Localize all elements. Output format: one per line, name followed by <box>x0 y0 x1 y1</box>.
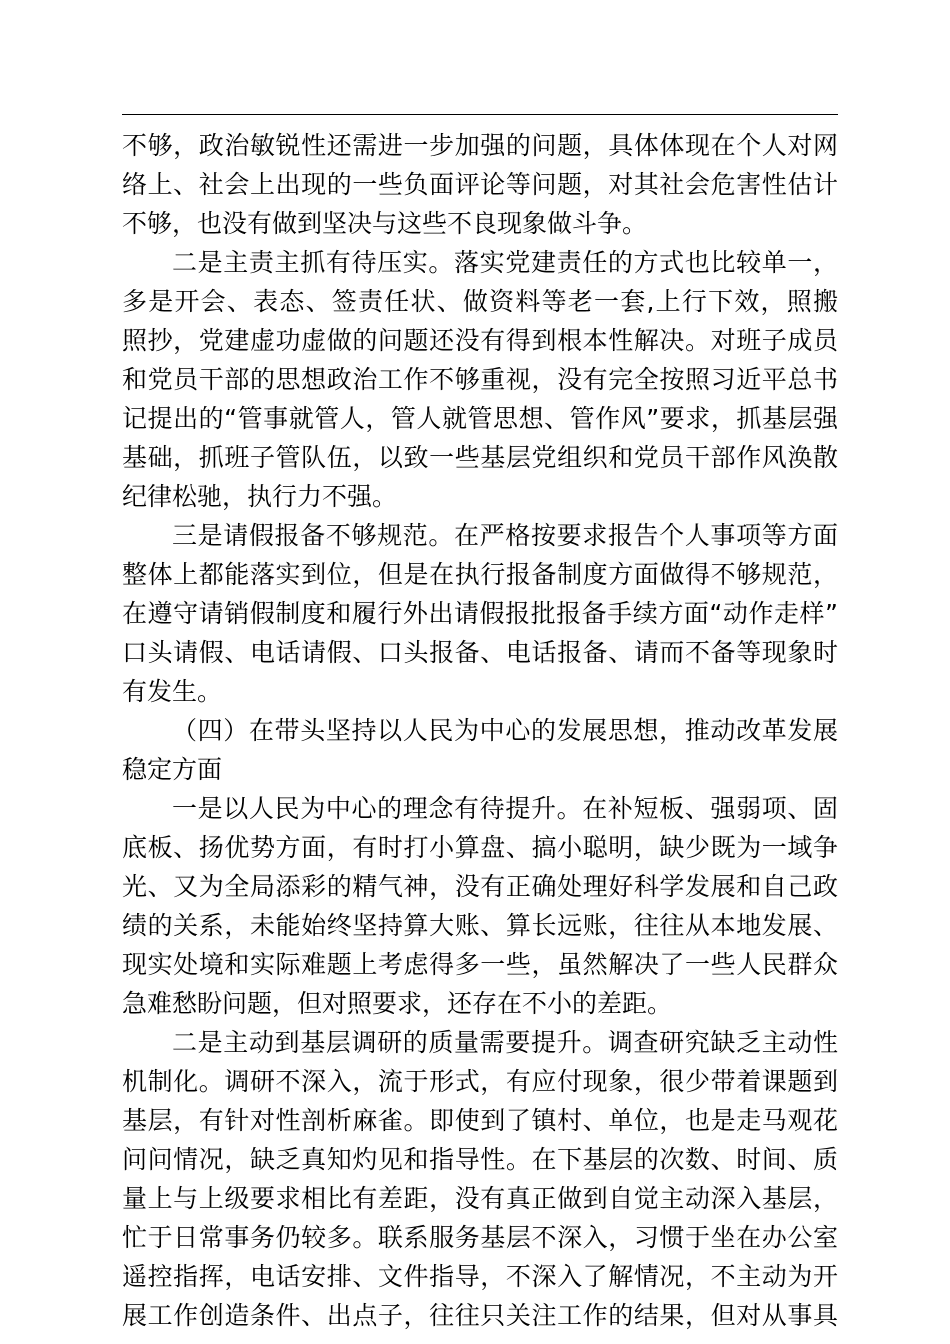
text-line: 不够，政治敏锐性还需进一步加强的问题，具体体现在个人对网 <box>122 131 838 160</box>
text-line: 三是请假报备不够规范。在严格按要求报告个人事项等方面 <box>172 521 838 550</box>
text-line: 二是主责主抓有待压实。落实党建责任的方式也比较单一， <box>172 248 838 277</box>
text-line: 遥控指挥，电话安排、文件指导，不深入了解情况，不主动为开 <box>122 1262 838 1291</box>
text-line: 展工作创造条件、出点子，往往只关注工作的结果，但对从事具 <box>122 1301 838 1330</box>
text-line: 基础，抓班子管队伍，以致一些基层党组织和党员干部作风涣散 <box>122 443 838 472</box>
text-line: 在遵守请销假制度和履行外出请假报批报备手续方面“动作走样” <box>122 599 838 628</box>
document-body <box>122 126 838 1335</box>
text-line: 现实处境和实际难题上考虑得多一些，虽然解决了一些人民群众 <box>122 950 838 979</box>
text-line: 绩的关系，未能始终坚持算大账、算长远账，往往从本地发展、 <box>122 911 838 940</box>
text-line: 二是主动到基层调研的质量需要提升。调查研究缺乏主动性 <box>172 1028 838 1057</box>
section-heading-line: 稳定方面 <box>122 755 223 784</box>
text-line: 光、又为全局添彩的精气神，没有正确处理好科学发展和自己政 <box>122 872 838 901</box>
text-line: 不够，也没有做到坚决与这些不良现象做斗争。 <box>122 209 648 238</box>
text-line: 有发生。 <box>122 677 223 706</box>
text-line: 一是以人民为中心的理念有待提升。在补短板、强弱项、固 <box>172 794 838 823</box>
text-line: 口头请假、电话请假、口头报备、电话报备、请而不备等现象时 <box>122 638 838 667</box>
header-rule <box>122 114 838 115</box>
text-line: 机制化。调研不深入，流于形式，有应付现象，很少带着课题到 <box>122 1067 838 1096</box>
text-line: 记提出的“管事就管人，管人就管思想、管作风”要求，抓基层强 <box>122 404 838 433</box>
section-heading-line: （四）在带头坚持以人民为中心的发展思想，推动改革发展 <box>172 716 838 745</box>
text-line: 问问情况，缺乏真知灼见和指导性。在下基层的次数、时间、质 <box>122 1145 838 1174</box>
text-line: 底板、扬优势方面，有时打小算盘、搞小聪明，缺少既为一域争 <box>122 833 838 862</box>
text-line: 纪律松驰，执行力不强。 <box>122 482 398 511</box>
text-line: 多是开会、表态、签责任状、做资料等老一套,上行下效，照搬 <box>122 287 838 316</box>
text-line: 整体上都能落实到位，但是在执行报备制度方面做得不够规范， <box>122 560 838 589</box>
text-line: 忙于日常事务仍较多。联系服务基层不深入，习惯于坐在办公室 <box>122 1223 838 1252</box>
text-line: 基层，有针对性剖析麻雀。即使到了镇村、单位，也是走马观花 <box>122 1106 838 1135</box>
text-line: 量上与上级要求相比有差距，没有真正做到自觉主动深入基层， <box>122 1184 838 1213</box>
text-line: 急难愁盼问题，但对照要求，还存在不小的差距。 <box>122 989 673 1018</box>
text-line: 照抄，党建虚功虚做的问题还没有得到根本性解决。对班子成员 <box>122 326 838 355</box>
text-line: 络上、社会上出现的一些负面评论等问题，对其社会危害性估计 <box>122 170 838 199</box>
text-line: 和党员干部的思想政治工作不够重视，没有完全按照习近平总书 <box>122 365 838 394</box>
